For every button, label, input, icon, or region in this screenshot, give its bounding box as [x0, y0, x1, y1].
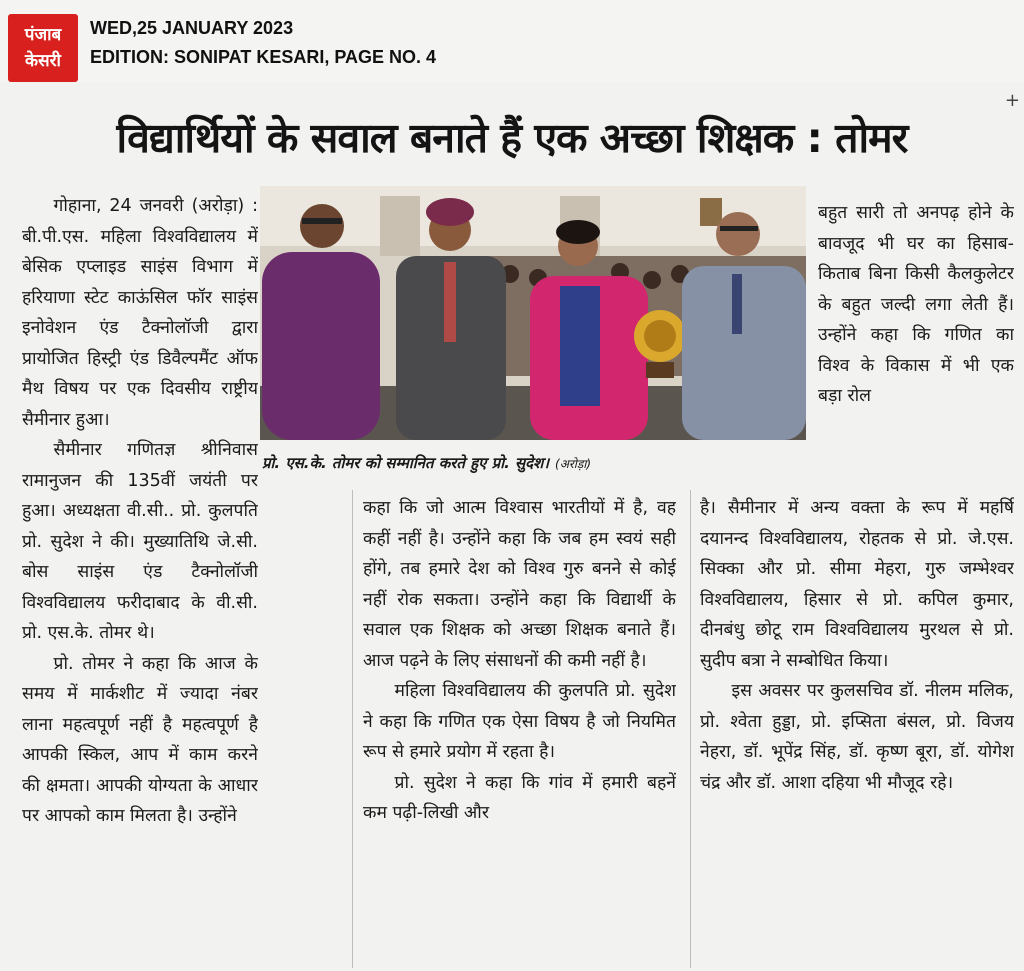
paragraph: है। सैमीनार में अन्य वक्ता के रूप में महर्षि दयानन्द विश्वविद्यालय, रोहतक से प्रो. जे.एस. सिक्का और प्रो. सीमा मेहरा, गुरु जम्भेश्वर विश्वविद्यालय, हिसार से प्रो. कपिल कुमार, दीनबंधु छोटू राम विश्वविद्यालय मुरथल से प्रो. सुदीप बत्रा ने सम्बोधित किया। [700, 498, 1014, 671]
news-photo [260, 186, 806, 440]
article-column-3 [700, 493, 1014, 971]
paragraph: महिला विश्वविद्यालय की कुलपति प्रो. सुदेश ने कहा कि गणित एक ऐसा विषय है जो नियमित रूप से हमारे प्रयोग में रहता है। [363, 681, 676, 762]
article-column-2 [363, 493, 676, 971]
photo-caption [262, 452, 807, 475]
caption-credit: (अरोड़ा) [555, 457, 592, 471]
logo-line-2: केसरी [25, 51, 61, 71]
logo-line-1: पंजाब [24, 25, 62, 45]
column-divider [352, 490, 353, 968]
edition-name: EDITION: SONIPAT KESARI, PAGE NO. 4 [90, 47, 437, 67]
paragraph: बहुत सारी तो अनपढ़ होने के बावजूद भी घर का हिसाब-किताब बिना किसी कैलकुलेटर के बहुत जल्दी लगा लेती हैं। उन्होंने कहा कि गणित का विश्व के विकास में भी एक बड़ा रोल [818, 203, 1014, 406]
crop-plus-icon: + [1004, 90, 1020, 111]
paragraph: प्रो. सुदेश ने कहा कि गांव में हमारी बहनें कम पढ़ी-लिखी और [363, 772, 676, 823]
edition-date: WED,25 JANUARY 2023 [90, 18, 294, 38]
article-column-3-top [818, 198, 1014, 488]
photo-illustration [260, 186, 806, 440]
headline: विद्यार्थियों के सवाल बनाते हैं एक अच्छा शिक्षक : तोमर [116, 114, 908, 162]
paragraph: इस अवसर पर कुलसचिव डॉ. नीलम मलिक, प्रो. श्वेता हुड्डा, प्रो. इप्सिता बंसल, प्रो. विजय नेहरा, डॉ. भूपेंद्र सिंह, डॉ. कृष्ण बूरा, डॉ. योगेश चंद्र और डॉ. आशा दहिया भी मौजूद रहे। [700, 681, 1014, 793]
article-column-1 [22, 191, 258, 971]
caption-text: प्रो. एस.के. तोमर को सम्मानित करते हुए प्रो. सुदेश। [262, 454, 550, 472]
paragraph: कहा कि जो आत्म विश्वास भारतीयों में है, वह कहीं नहीं है। उन्होंने कहा कि जब हम स्वयं सही होंगे, तब हमारे देश को विश्व गुरु बनने से कोई नहीं रोक सकता। उन्होंने कहा कि विद्यार्थी के सवाल एक शिक्षक को अच्छा शिक्षक बनाते हैं। आज पढ़ने के लिए संसाधनों की कमी नहीं है। [363, 498, 676, 671]
edition-info [90, 14, 436, 72]
column-divider [690, 490, 691, 968]
paragraph: प्रो. तोमर ने कहा कि आज के समय में मार्कशीट में ज्यादा नंबर लाना महत्वपूर्ण नहीं है महत्वपूर्ण है आपकी स्किल, आप में काम करने की क्षमता। आपकी योग्यता के आधार पर आपको काम मिलता है। उन्होंने [22, 653, 258, 826]
paragraph: सैमीनार गणितज्ञ श्रीनिवास रामानुजन की 135वीं जयंती पर हुआ। अध्यक्षता वी.सी.. प्रो. कुलपति प्रो. सुदेश ने की। मुख्यातिथि जे.सी. बोस साइंस एंड टैक्नोलॉजी विश्वविद्यालय फरीदाबाद के वी.सी. प्रो. एस.के. तोमर थे। [22, 440, 258, 643]
paragraph: गोहाना, 24 जनवरी (अरोड़ा) : बी.पी.एस. महिला विश्वविद्यालय में बेसिक एप्लाइड साइंस विभाग में हरियाणा स्टेट काऊंसिल फॉर साइंस इनोवेशन एंड टैक्नोलॉजी द्वारा प्रायोजित हिस्ट्री एंड डिवैल्पमैंट ऑफ मैथ विषय पर एक दिवसीय राष्ट्रीय सैमीनार हुआ। [22, 196, 258, 430]
masthead [0, 0, 1024, 82]
punjab-kesari-logo [8, 14, 78, 82]
